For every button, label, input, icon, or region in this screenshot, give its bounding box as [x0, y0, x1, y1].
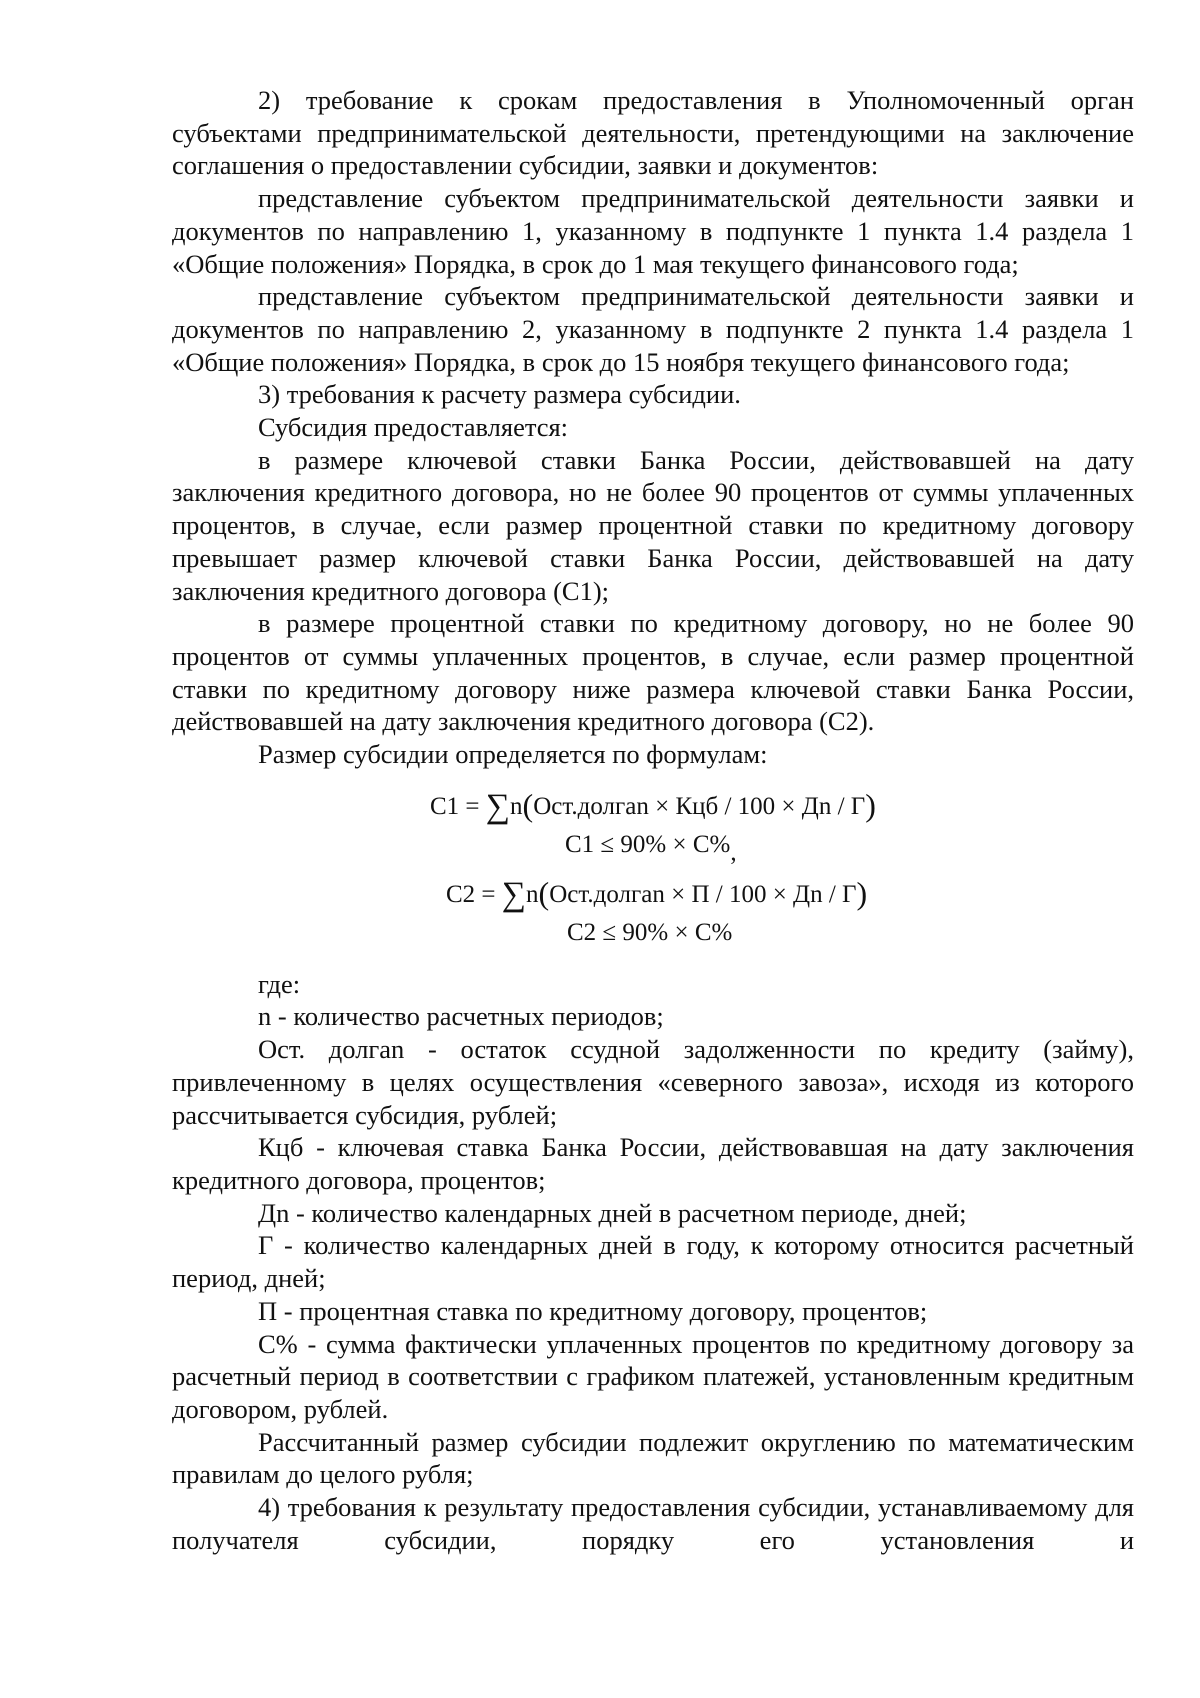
paragraph-where: где:: [258, 968, 301, 999]
formula-c2-body: Ост.долгаn × П / 100 × Дn / Г: [549, 880, 857, 908]
sum-symbol: ∑: [485, 787, 511, 825]
formula-c1-lhs: C1 =: [430, 792, 486, 820]
formula-block: [172, 786, 1134, 965]
formula-c1-constraint: [565, 829, 737, 866]
paragraph-direction-1: представление субъектом предпринимательской деятельности заявки и документов по направлению 1, указанному в подпункте 1 пункта 1.4 раздела 1 «Общие положения» Порядка, в срок до 1 мая текущего финансового года;: [172, 183, 1134, 279]
formula-c2-constraint: [567, 917, 732, 950]
paragraph-result-requirement: 4) требования к результату предоставления субсидии, устанавливаемому для получателя субсидии, порядку его установления и: [172, 1492, 1134, 1555]
formula-c1-body: Ост.долгаn × Кцб / 100 × Дn / Г: [533, 792, 866, 820]
paragraph-deadline-requirement: 2) требование к срокам предоставления в Уполномоченный орган субъектами предпринимательской деятельности, претендующими на заключение соглашения о предоставлении субсидии, заявки и документов:: [172, 85, 1134, 181]
formula-c2-constraint-text: C2 ≤ 90% × C%: [567, 918, 733, 946]
paragraph-direction-2: представление субъектом предпринимательской деятельности заявки и документов по направлению 2, указанному в подпункте 2 пункта 1.4 раздела 1 «Общие положения» Порядка, в срок до 15 ноября текущего финансового года;: [172, 281, 1134, 377]
definition-days-period: Дn - количество календарных дней в расчетном периоде, дней;: [258, 1197, 967, 1228]
document-page: [172, 84, 1134, 1556]
formula-c1: [430, 786, 876, 825]
formula-c1-open-paren: (: [522, 786, 534, 823]
formula-c2-index: n: [526, 880, 539, 908]
paragraph-subsidy-provided: Субсидия предоставляется:: [258, 412, 569, 443]
formula-c2-lhs: C2 =: [446, 880, 502, 908]
paragraph-c2-condition: в размере процентной ставки по кредитному договору, но не более 90 процентов от суммы уплаченных процентов, в случае, если размер процентной ставки по кредитному договору ниже размера ключевой ставки Банка России, действовавшей на дату заключения кредитного договора (С2).: [172, 608, 1134, 737]
formula-c1-comma: ,: [730, 838, 737, 866]
paragraph-calculation-requirement: 3) требования к расчету размера субсидии.: [258, 379, 741, 410]
sum-symbol: ∑: [501, 875, 527, 913]
definition-paid-interest: С% - сумма фактически уплаченных процентов по кредитному договору за расчетный период в соответствии с графиком платежей, установленным кредитным договором, рублей.: [172, 1328, 1134, 1424]
paragraph-formulas-intro: Размер субсидии определяется по формулам:: [258, 739, 768, 770]
formula-c1-index: n: [510, 792, 523, 820]
formula-c1-constraint-text: C1 ≤ 90% × C%: [565, 830, 731, 858]
definition-n: n - количество расчетных периодов;: [258, 1001, 664, 1032]
definition-interest-rate: П - процентная ставка по кредитному договору, процентов;: [258, 1295, 928, 1326]
formula-c2-close-paren: ): [856, 874, 868, 911]
formula-c2-open-paren: (: [538, 874, 550, 911]
formula-c1-close-paren: ): [865, 786, 876, 823]
definition-days-year: Г - количество календарных дней в году, к которому относится расчетный период, дней;: [172, 1230, 1134, 1294]
paragraph-rounding: Рассчитанный размер субсидии подлежит округлению по математическим правилам до целого рубля;: [172, 1426, 1134, 1490]
definition-debt-balance: Ост. долгаn - остаток ссудной задолженности по кредиту (займу), привлеченному в целях осуществления «северного завоза», исходя из которого рассчитывается субсидия, рублей;: [172, 1034, 1134, 1130]
formula-c2: [446, 874, 868, 913]
paragraph-c1-condition: в размере ключевой ставки Банка России, действовавшей на дату заключения кредитного договора, но не более 90 процентов от суммы уплаченных процентов, в случае, если размер процентной ставки по кредитному договору превышает размер ключевой ставки Банка России, действовавшей на дату заключения кредитного договора (С1);: [172, 444, 1134, 606]
definition-key-rate: Кцб - ключевая ставка Банка России, действовавшая на дату заключения кредитного договора, процентов;: [172, 1132, 1134, 1195]
